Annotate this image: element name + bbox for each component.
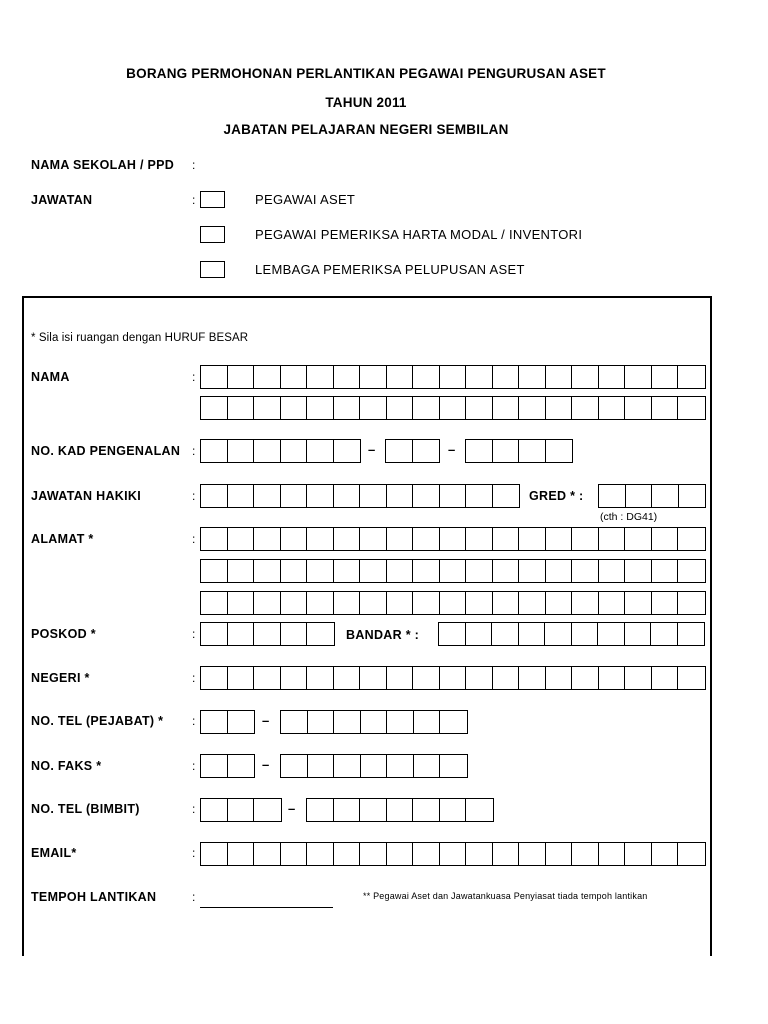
form-title: BORANG PERMOHONAN PERLANTIKAN PEGAWAI PENGURUSAN ASET: [126, 66, 606, 81]
actual-position-field[interactable]: [200, 484, 520, 508]
option-checkbox-inventory-inspector[interactable]: [200, 226, 225, 243]
position-label: JAWATAN: [31, 193, 93, 207]
character-cell[interactable]: [281, 485, 308, 507]
character-cell[interactable]: [493, 843, 520, 865]
character-cell[interactable]: [387, 366, 414, 388]
character-cell[interactable]: [414, 755, 441, 777]
character-cell[interactable]: [519, 440, 546, 462]
character-cell[interactable]: [652, 592, 679, 614]
character-cell[interactable]: [652, 667, 679, 689]
character-cell[interactable]: [387, 592, 414, 614]
character-cell[interactable]: [307, 485, 334, 507]
state-field[interactable]: [200, 666, 706, 690]
character-cell[interactable]: [440, 711, 467, 733]
character-cell[interactable]: [334, 560, 361, 582]
character-cell[interactable]: [360, 366, 387, 388]
character-cell[interactable]: [519, 528, 546, 550]
character-cell[interactable]: [413, 843, 440, 865]
character-cell[interactable]: [334, 711, 361, 733]
character-cell[interactable]: [201, 592, 228, 614]
ic-field-part-1[interactable]: [200, 439, 361, 463]
name-label: NAMA: [31, 370, 70, 384]
character-cell[interactable]: [599, 485, 626, 507]
email-colon: :: [192, 846, 196, 860]
character-cell[interactable]: [413, 528, 440, 550]
character-cell[interactable]: [598, 623, 625, 645]
character-cell[interactable]: [440, 560, 467, 582]
character-cell[interactable]: [625, 366, 652, 388]
character-cell[interactable]: [334, 667, 361, 689]
address-field-row-2[interactable]: [200, 559, 706, 583]
option-checkbox-disposal-board[interactable]: [200, 261, 225, 278]
option-label-asset-officer: PEGAWAI ASET: [255, 192, 356, 207]
character-cell[interactable]: [625, 528, 652, 550]
character-cell[interactable]: [413, 799, 440, 821]
ic-field-part-3[interactable]: [465, 439, 573, 463]
character-cell[interactable]: [599, 843, 626, 865]
character-cell[interactable]: [493, 667, 520, 689]
character-cell[interactable]: [360, 560, 387, 582]
character-cell[interactable]: [360, 667, 387, 689]
character-cell[interactable]: [281, 755, 308, 777]
character-cell[interactable]: [466, 592, 493, 614]
name-field-row-1[interactable]: [200, 365, 706, 389]
mobile-number-field[interactable]: [306, 798, 494, 822]
character-cell[interactable]: [519, 592, 546, 614]
character-cell[interactable]: [334, 843, 361, 865]
character-cell[interactable]: [599, 667, 626, 689]
character-cell[interactable]: [387, 667, 414, 689]
character-cell[interactable]: [201, 799, 228, 821]
postcode-label: POSKOD *: [31, 627, 96, 641]
character-cell[interactable]: [201, 560, 228, 582]
actual-position-colon: :: [192, 489, 196, 503]
character-cell[interactable]: [546, 528, 573, 550]
character-cell[interactable]: [519, 843, 546, 865]
character-cell[interactable]: [493, 592, 520, 614]
character-cell[interactable]: [625, 560, 652, 582]
character-cell[interactable]: [440, 397, 467, 419]
character-cell[interactable]: [652, 366, 679, 388]
character-cell[interactable]: [201, 755, 228, 777]
character-cell[interactable]: [625, 843, 652, 865]
tenure-input-line[interactable]: [200, 907, 333, 908]
character-cell[interactable]: [228, 843, 255, 865]
character-cell[interactable]: [599, 528, 626, 550]
character-cell[interactable]: [546, 440, 573, 462]
character-cell[interactable]: [281, 440, 308, 462]
address-field-row-3[interactable]: [200, 591, 706, 615]
character-cell[interactable]: [678, 528, 705, 550]
character-cell[interactable]: [334, 485, 361, 507]
character-cell[interactable]: [413, 440, 440, 462]
character-cell[interactable]: [546, 843, 573, 865]
character-cell[interactable]: [387, 560, 414, 582]
character-cell[interactable]: [625, 592, 652, 614]
character-cell[interactable]: [440, 755, 467, 777]
character-cell[interactable]: [413, 366, 440, 388]
fax-prefix-field[interactable]: [200, 754, 255, 778]
character-cell[interactable]: [254, 485, 281, 507]
name-field-row-2[interactable]: [200, 396, 706, 420]
character-cell[interactable]: [625, 397, 652, 419]
character-cell[interactable]: [254, 592, 281, 614]
grade-example: (cth : DG41): [600, 511, 658, 523]
ic-colon: :: [192, 444, 196, 458]
character-cell[interactable]: [228, 485, 255, 507]
character-cell[interactable]: [546, 397, 573, 419]
character-cell[interactable]: [307, 528, 334, 550]
character-cell[interactable]: [546, 667, 573, 689]
character-cell[interactable]: [201, 397, 228, 419]
instruction-note: * Sila isi ruangan dengan HURUF BESAR: [31, 332, 249, 344]
character-cell[interactable]: [254, 440, 281, 462]
mobile-colon: :: [192, 802, 196, 816]
character-cell[interactable]: [307, 799, 334, 821]
city-field[interactable]: [438, 622, 705, 646]
character-cell[interactable]: [572, 667, 599, 689]
character-cell[interactable]: [254, 799, 281, 821]
office-tel-dash: –: [262, 713, 270, 728]
character-cell[interactable]: [201, 667, 228, 689]
mobile-dash: –: [288, 801, 296, 816]
character-cell[interactable]: [519, 366, 546, 388]
character-cell[interactable]: [307, 843, 334, 865]
character-cell[interactable]: [360, 592, 387, 614]
character-cell[interactable]: [386, 440, 413, 462]
character-cell[interactable]: [228, 755, 255, 777]
character-cell[interactable]: [599, 397, 626, 419]
option-label-disposal-board: LEMBAGA PEMERIKSA PELUPUSAN ASET: [255, 262, 525, 277]
character-cell[interactable]: [626, 485, 653, 507]
character-cell[interactable]: [281, 592, 308, 614]
character-cell[interactable]: [678, 667, 705, 689]
character-cell[interactable]: [545, 623, 572, 645]
character-cell[interactable]: [439, 623, 466, 645]
ic-dash-1: –: [368, 442, 376, 457]
character-cell[interactable]: [625, 667, 652, 689]
character-cell[interactable]: [572, 528, 599, 550]
option-label-inventory-inspector: PEGAWAI PEMERIKSA HARTA MODAL / INVENTORI: [255, 227, 583, 242]
character-cell[interactable]: [572, 623, 599, 645]
character-cell[interactable]: [228, 528, 255, 550]
character-cell[interactable]: [281, 667, 308, 689]
office-tel-prefix-field[interactable]: [200, 710, 255, 734]
character-cell[interactable]: [334, 440, 361, 462]
character-cell[interactable]: [228, 623, 255, 645]
character-cell[interactable]: [281, 843, 308, 865]
character-cell[interactable]: [652, 485, 679, 507]
character-cell[interactable]: [466, 843, 493, 865]
character-cell[interactable]: [334, 592, 361, 614]
character-cell[interactable]: [651, 623, 678, 645]
state-label: NEGERI *: [31, 671, 90, 685]
character-cell[interactable]: [201, 366, 228, 388]
character-cell[interactable]: [387, 397, 414, 419]
character-cell[interactable]: [387, 843, 414, 865]
character-cell[interactable]: [254, 843, 281, 865]
tenure-label: TEMPOH LANTIKAN: [31, 890, 157, 904]
character-cell[interactable]: [307, 592, 334, 614]
name-colon: :: [192, 370, 196, 384]
option-checkbox-asset-officer[interactable]: [200, 191, 225, 208]
address-label: ALAMAT *: [31, 532, 94, 546]
character-cell[interactable]: [440, 592, 467, 614]
character-cell[interactable]: [228, 366, 255, 388]
character-cell[interactable]: [519, 623, 546, 645]
character-cell[interactable]: [228, 592, 255, 614]
character-cell[interactable]: [413, 592, 440, 614]
character-cell[interactable]: [572, 843, 599, 865]
fax-number-field[interactable]: [280, 754, 468, 778]
character-cell[interactable]: [307, 397, 334, 419]
character-cell[interactable]: [519, 560, 546, 582]
mobile-prefix-field[interactable]: [200, 798, 282, 822]
character-cell[interactable]: [414, 711, 441, 733]
character-cell[interactable]: [387, 528, 414, 550]
grade-label: GRED * :: [529, 489, 584, 503]
character-cell[interactable]: [360, 528, 387, 550]
character-cell[interactable]: [493, 485, 520, 507]
mobile-label: NO. TEL (BIMBIT): [31, 802, 140, 816]
character-cell[interactable]: [652, 560, 679, 582]
character-cell[interactable]: [201, 440, 228, 462]
character-cell[interactable]: [466, 485, 493, 507]
character-cell[interactable]: [652, 397, 679, 419]
character-cell[interactable]: [308, 755, 335, 777]
character-cell[interactable]: [519, 667, 546, 689]
form-year: TAHUN 2011: [325, 95, 407, 110]
grade-field[interactable]: [598, 484, 706, 508]
character-cell[interactable]: [572, 560, 599, 582]
ic-dash-2: –: [448, 442, 456, 457]
character-cell[interactable]: [228, 711, 255, 733]
character-cell[interactable]: [413, 667, 440, 689]
character-cell[interactable]: [307, 623, 334, 645]
fax-colon: :: [192, 759, 196, 773]
character-cell[interactable]: [201, 623, 228, 645]
character-cell[interactable]: [440, 799, 467, 821]
form-department: JABATAN PELAJARAN NEGERI SEMBILAN: [223, 122, 509, 137]
character-cell[interactable]: [307, 366, 334, 388]
tenure-colon: :: [192, 890, 196, 904]
character-cell[interactable]: [652, 528, 679, 550]
character-cell[interactable]: [254, 397, 281, 419]
character-cell[interactable]: [281, 397, 308, 419]
character-cell[interactable]: [228, 560, 255, 582]
character-cell[interactable]: [546, 366, 573, 388]
character-cell[interactable]: [493, 440, 520, 462]
character-cell[interactable]: [466, 528, 493, 550]
character-cell[interactable]: [387, 485, 414, 507]
character-cell[interactable]: [466, 799, 493, 821]
character-cell[interactable]: [281, 711, 308, 733]
character-cell[interactable]: [360, 485, 387, 507]
character-cell[interactable]: [360, 843, 387, 865]
character-cell[interactable]: [360, 799, 387, 821]
character-cell[interactable]: [678, 843, 705, 865]
character-cell[interactable]: [572, 366, 599, 388]
character-cell[interactable]: [679, 485, 706, 507]
state-colon: :: [192, 671, 196, 685]
character-cell[interactable]: [546, 560, 573, 582]
character-cell[interactable]: [625, 623, 652, 645]
character-cell[interactable]: [334, 528, 361, 550]
character-cell[interactable]: [254, 528, 281, 550]
character-cell[interactable]: [572, 397, 599, 419]
character-cell[interactable]: [413, 397, 440, 419]
character-cell[interactable]: [440, 667, 467, 689]
character-cell[interactable]: [466, 366, 493, 388]
character-cell[interactable]: [201, 528, 228, 550]
character-cell[interactable]: [361, 755, 388, 777]
character-cell[interactable]: [493, 397, 520, 419]
character-cell[interactable]: [492, 623, 519, 645]
character-cell[interactable]: [493, 528, 520, 550]
character-cell[interactable]: [228, 799, 255, 821]
character-cell[interactable]: [678, 560, 705, 582]
character-cell[interactable]: [228, 440, 255, 462]
tenure-note: ** Pegawai Aset dan Jawatankuasa Penyiasat tiada tempoh lantikan: [363, 891, 648, 901]
character-cell[interactable]: [201, 485, 228, 507]
character-cell[interactable]: [678, 623, 705, 645]
character-cell[interactable]: [281, 623, 308, 645]
position-colon: :: [192, 193, 196, 207]
character-cell[interactable]: [228, 667, 255, 689]
character-cell[interactable]: [254, 667, 281, 689]
email-field[interactable]: [200, 842, 706, 866]
office-tel-label: NO. TEL (PEJABAT) *: [31, 714, 164, 728]
character-cell[interactable]: [361, 711, 388, 733]
office-tel-colon: :: [192, 714, 196, 728]
character-cell[interactable]: [201, 843, 228, 865]
character-cell[interactable]: [413, 560, 440, 582]
character-cell[interactable]: [387, 799, 414, 821]
character-cell[interactable]: [440, 528, 467, 550]
character-cell[interactable]: [546, 592, 573, 614]
character-cell[interactable]: [599, 560, 626, 582]
character-cell[interactable]: [678, 397, 705, 419]
ic-label: NO. KAD PENGENALAN: [31, 444, 181, 458]
character-cell[interactable]: [466, 440, 493, 462]
character-cell[interactable]: [466, 397, 493, 419]
character-cell[interactable]: [360, 397, 387, 419]
character-cell[interactable]: [281, 528, 308, 550]
fax-label: NO. FAKS *: [31, 759, 102, 773]
character-cell[interactable]: [307, 440, 334, 462]
character-cell[interactable]: [334, 799, 361, 821]
character-cell[interactable]: [334, 366, 361, 388]
character-cell[interactable]: [307, 560, 334, 582]
character-cell[interactable]: [440, 843, 467, 865]
character-cell[interactable]: [387, 755, 414, 777]
character-cell[interactable]: [572, 592, 599, 614]
character-cell[interactable]: [678, 592, 705, 614]
school-label: NAMA SEKOLAH / PPD: [31, 158, 175, 172]
postcode-field[interactable]: [200, 622, 335, 646]
fax-dash: –: [262, 757, 270, 772]
character-cell[interactable]: [254, 366, 281, 388]
character-cell[interactable]: [678, 366, 705, 388]
character-cell[interactable]: [254, 623, 281, 645]
character-cell[interactable]: [599, 592, 626, 614]
character-cell[interactable]: [466, 667, 493, 689]
character-cell[interactable]: [413, 485, 440, 507]
character-cell[interactable]: [307, 667, 334, 689]
address-colon: :: [192, 532, 196, 546]
character-cell[interactable]: [440, 366, 467, 388]
character-cell[interactable]: [519, 397, 546, 419]
actual-position-label: JAWATAN HAKIKI: [31, 489, 141, 503]
email-label: EMAIL*: [31, 846, 77, 860]
character-cell[interactable]: [599, 366, 626, 388]
character-cell[interactable]: [281, 366, 308, 388]
character-cell[interactable]: [466, 560, 493, 582]
character-cell[interactable]: [493, 366, 520, 388]
city-label: BANDAR * :: [346, 628, 420, 642]
character-cell[interactable]: [201, 711, 228, 733]
character-cell[interactable]: [334, 755, 361, 777]
character-cell[interactable]: [308, 711, 335, 733]
character-cell[interactable]: [334, 397, 361, 419]
character-cell[interactable]: [440, 485, 467, 507]
school-colon: :: [192, 158, 196, 172]
address-field-row-1[interactable]: [200, 527, 706, 551]
character-cell[interactable]: [228, 397, 255, 419]
character-cell[interactable]: [466, 623, 493, 645]
character-cell[interactable]: [493, 560, 520, 582]
character-cell[interactable]: [281, 560, 308, 582]
character-cell[interactable]: [387, 711, 414, 733]
character-cell[interactable]: [254, 560, 281, 582]
ic-field-part-2[interactable]: [385, 439, 440, 463]
office-tel-number-field[interactable]: [280, 710, 468, 734]
postcode-colon: :: [192, 627, 196, 641]
character-cell[interactable]: [652, 843, 679, 865]
